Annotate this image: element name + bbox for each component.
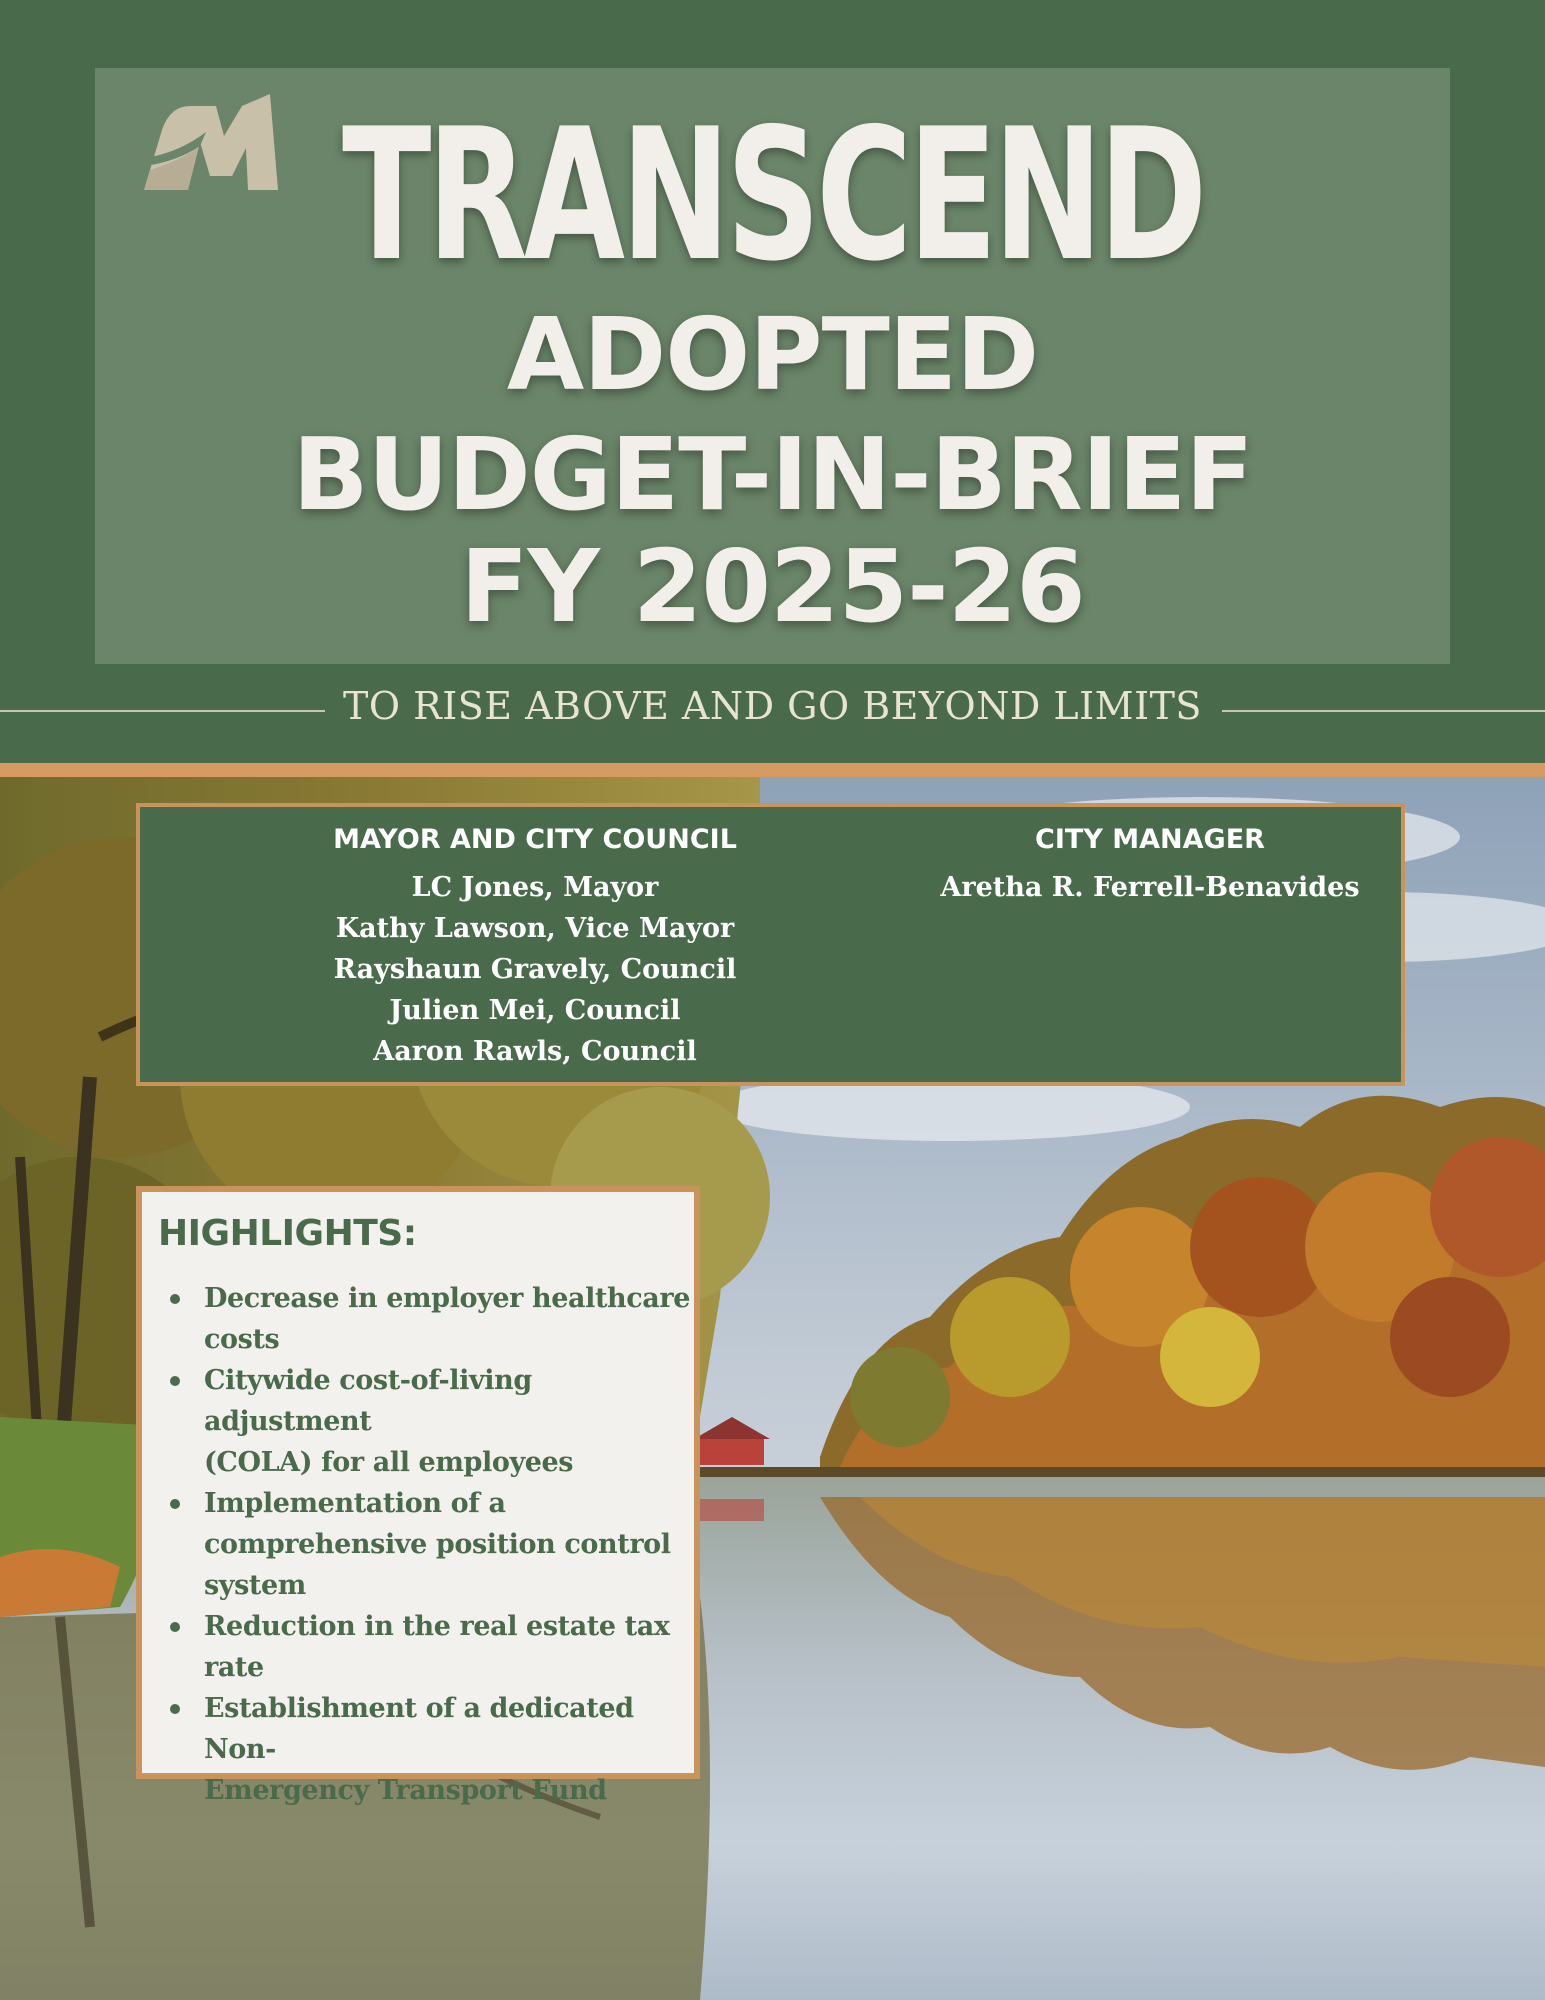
tagline-row bbox=[0, 684, 1545, 728]
bullet-icon bbox=[170, 1622, 180, 1632]
bullet-icon bbox=[170, 1376, 180, 1386]
highlight-line: system bbox=[204, 1570, 306, 1601]
highlight-line: Decrease in employer healthcare bbox=[204, 1283, 690, 1314]
council-member: Aaron Rawls, Council bbox=[373, 1036, 697, 1067]
copper-divider bbox=[0, 763, 1545, 777]
highlight-item bbox=[166, 1360, 696, 1483]
city-manager-column bbox=[900, 821, 1400, 908]
highlight-line: Citywide cost-of-living adjustment bbox=[204, 1365, 532, 1437]
city-manager-name: Aretha R. Ferrell-Benavides bbox=[940, 872, 1360, 903]
highlight-line: comprehensive position control bbox=[204, 1529, 671, 1560]
council-heading: MAYOR AND CITY COUNCIL bbox=[333, 824, 737, 855]
highlight-line: Emergency Transport Fund bbox=[204, 1775, 607, 1806]
cover-subtitle-adopted: ADOPTED bbox=[506, 296, 1039, 413]
highlight-item bbox=[166, 1483, 696, 1606]
council-member: LC Jones, Mayor bbox=[411, 872, 659, 903]
bullet-icon bbox=[170, 1294, 180, 1304]
highlight-line: rate bbox=[204, 1652, 264, 1683]
council-member: Rayshaun Gravely, Council bbox=[333, 954, 737, 985]
highlights-list bbox=[166, 1278, 696, 1811]
council-column bbox=[180, 821, 890, 1072]
highlight-line: Implementation of a bbox=[204, 1488, 506, 1519]
cover-subtitle-budget: BUDGET-IN-BRIEF bbox=[292, 416, 1253, 533]
highlight-item bbox=[166, 1278, 696, 1360]
cover-subtitle-fiscal-year: FY 2025-26 bbox=[460, 528, 1085, 645]
highlight-line: (COLA) for all employees bbox=[204, 1447, 574, 1478]
highlight-line: Establishment of a dedicated Non- bbox=[204, 1693, 634, 1765]
bullet-icon bbox=[170, 1704, 180, 1714]
highlight-item bbox=[166, 1606, 696, 1688]
council-member: Julien Mei, Council bbox=[389, 995, 681, 1026]
highlights-heading: HIGHLIGHTS: bbox=[158, 1213, 417, 1254]
highlight-line: costs bbox=[204, 1324, 280, 1355]
tagline-rule-right bbox=[1222, 710, 1545, 712]
tagline: TO RISE ABOVE AND GO BEYOND LIMITS bbox=[343, 684, 1202, 728]
highlight-line: Reduction in the real estate tax bbox=[204, 1611, 670, 1642]
highlights-panel bbox=[136, 1186, 700, 1806]
city-manager-heading: CITY MANAGER bbox=[1035, 824, 1265, 855]
bullet-icon bbox=[170, 1499, 180, 1509]
cover-header bbox=[0, 0, 1545, 763]
cover-title: TRANSCEND bbox=[341, 89, 1203, 301]
council-member: Kathy Lawson, Vice Mayor bbox=[335, 913, 735, 944]
leadership-panel bbox=[136, 803, 1405, 1086]
highlight-item bbox=[166, 1688, 696, 1811]
